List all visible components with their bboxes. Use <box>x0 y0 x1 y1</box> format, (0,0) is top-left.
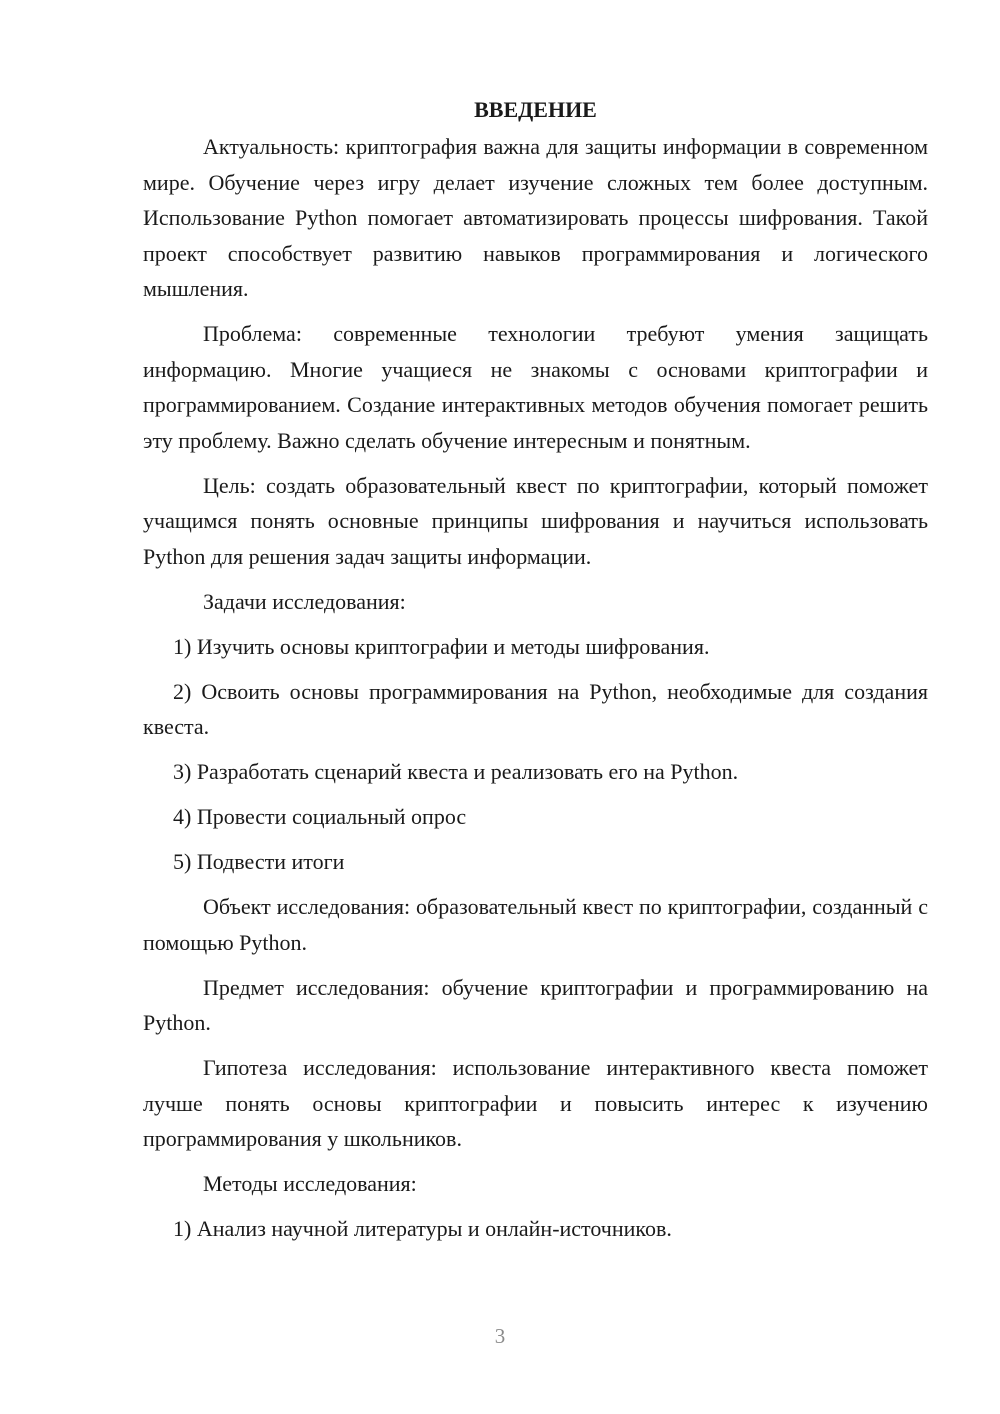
task-item: 4) Провести социальный опрос <box>173 804 467 829</box>
methods-label: Методы исследования: <box>203 1171 417 1196</box>
task-item: 1) Изучить основы криптографии и методы шифрования. <box>173 633 710 659</box>
section-heading: ВВЕДЕНИЕ <box>474 97 597 122</box>
method-item: 1) Анализ научной литературы и онлайн-источников. <box>173 1216 672 1241</box>
page-content <box>143 92 928 1256</box>
hypothesis-paragraph: Гипотеза исследования: использование интерактивного квеста поможет лучше понять основы криптографии и повысить интерес к изучению программирования у школьников. <box>143 1055 928 1151</box>
task-item: 3) Разработать сценарий квеста и реализовать его на Python. <box>173 759 739 784</box>
subject-paragraph: Предмет исследования: обучение криптографии и программированию на Python. <box>143 974 928 1035</box>
relevance-paragraph: Актуальность: криптография важна для защиты информации в современном мире. Обучение через игру делает изучение сложных тем более доступным. Использование Python помогает автоматизировать процессы шифрования. Такой проект способствует развитию навыков программирования и логического мышления. <box>143 134 928 301</box>
page-number: 3 <box>494 1324 506 1348</box>
tasks-label: Задачи исследования: <box>203 588 406 614</box>
object-paragraph: Объект исследования: образовательный квест по криптографии, созданный с помощью Python. <box>143 894 928 955</box>
task-item: 5) Подвести итоги <box>173 849 345 874</box>
problem-paragraph: Проблема: современные технологии требуют умения защищать информацию. Многие учащиеся не знакомы с основами криптографии и программированием. Создание интерактивных методов обучения помогает решить эту проблему. Важно сделать обучение интересным и понятным. <box>143 321 928 453</box>
goal-paragraph: Цель: создать образовательный квест по криптографии, который поможет учащимся понять основные принципы шифрования и научиться использовать Python для решения задач защиты информации. <box>143 472 928 569</box>
task-item: 2) Освоить основы программирования на Python, необходимые для создания квеста. <box>143 678 928 739</box>
